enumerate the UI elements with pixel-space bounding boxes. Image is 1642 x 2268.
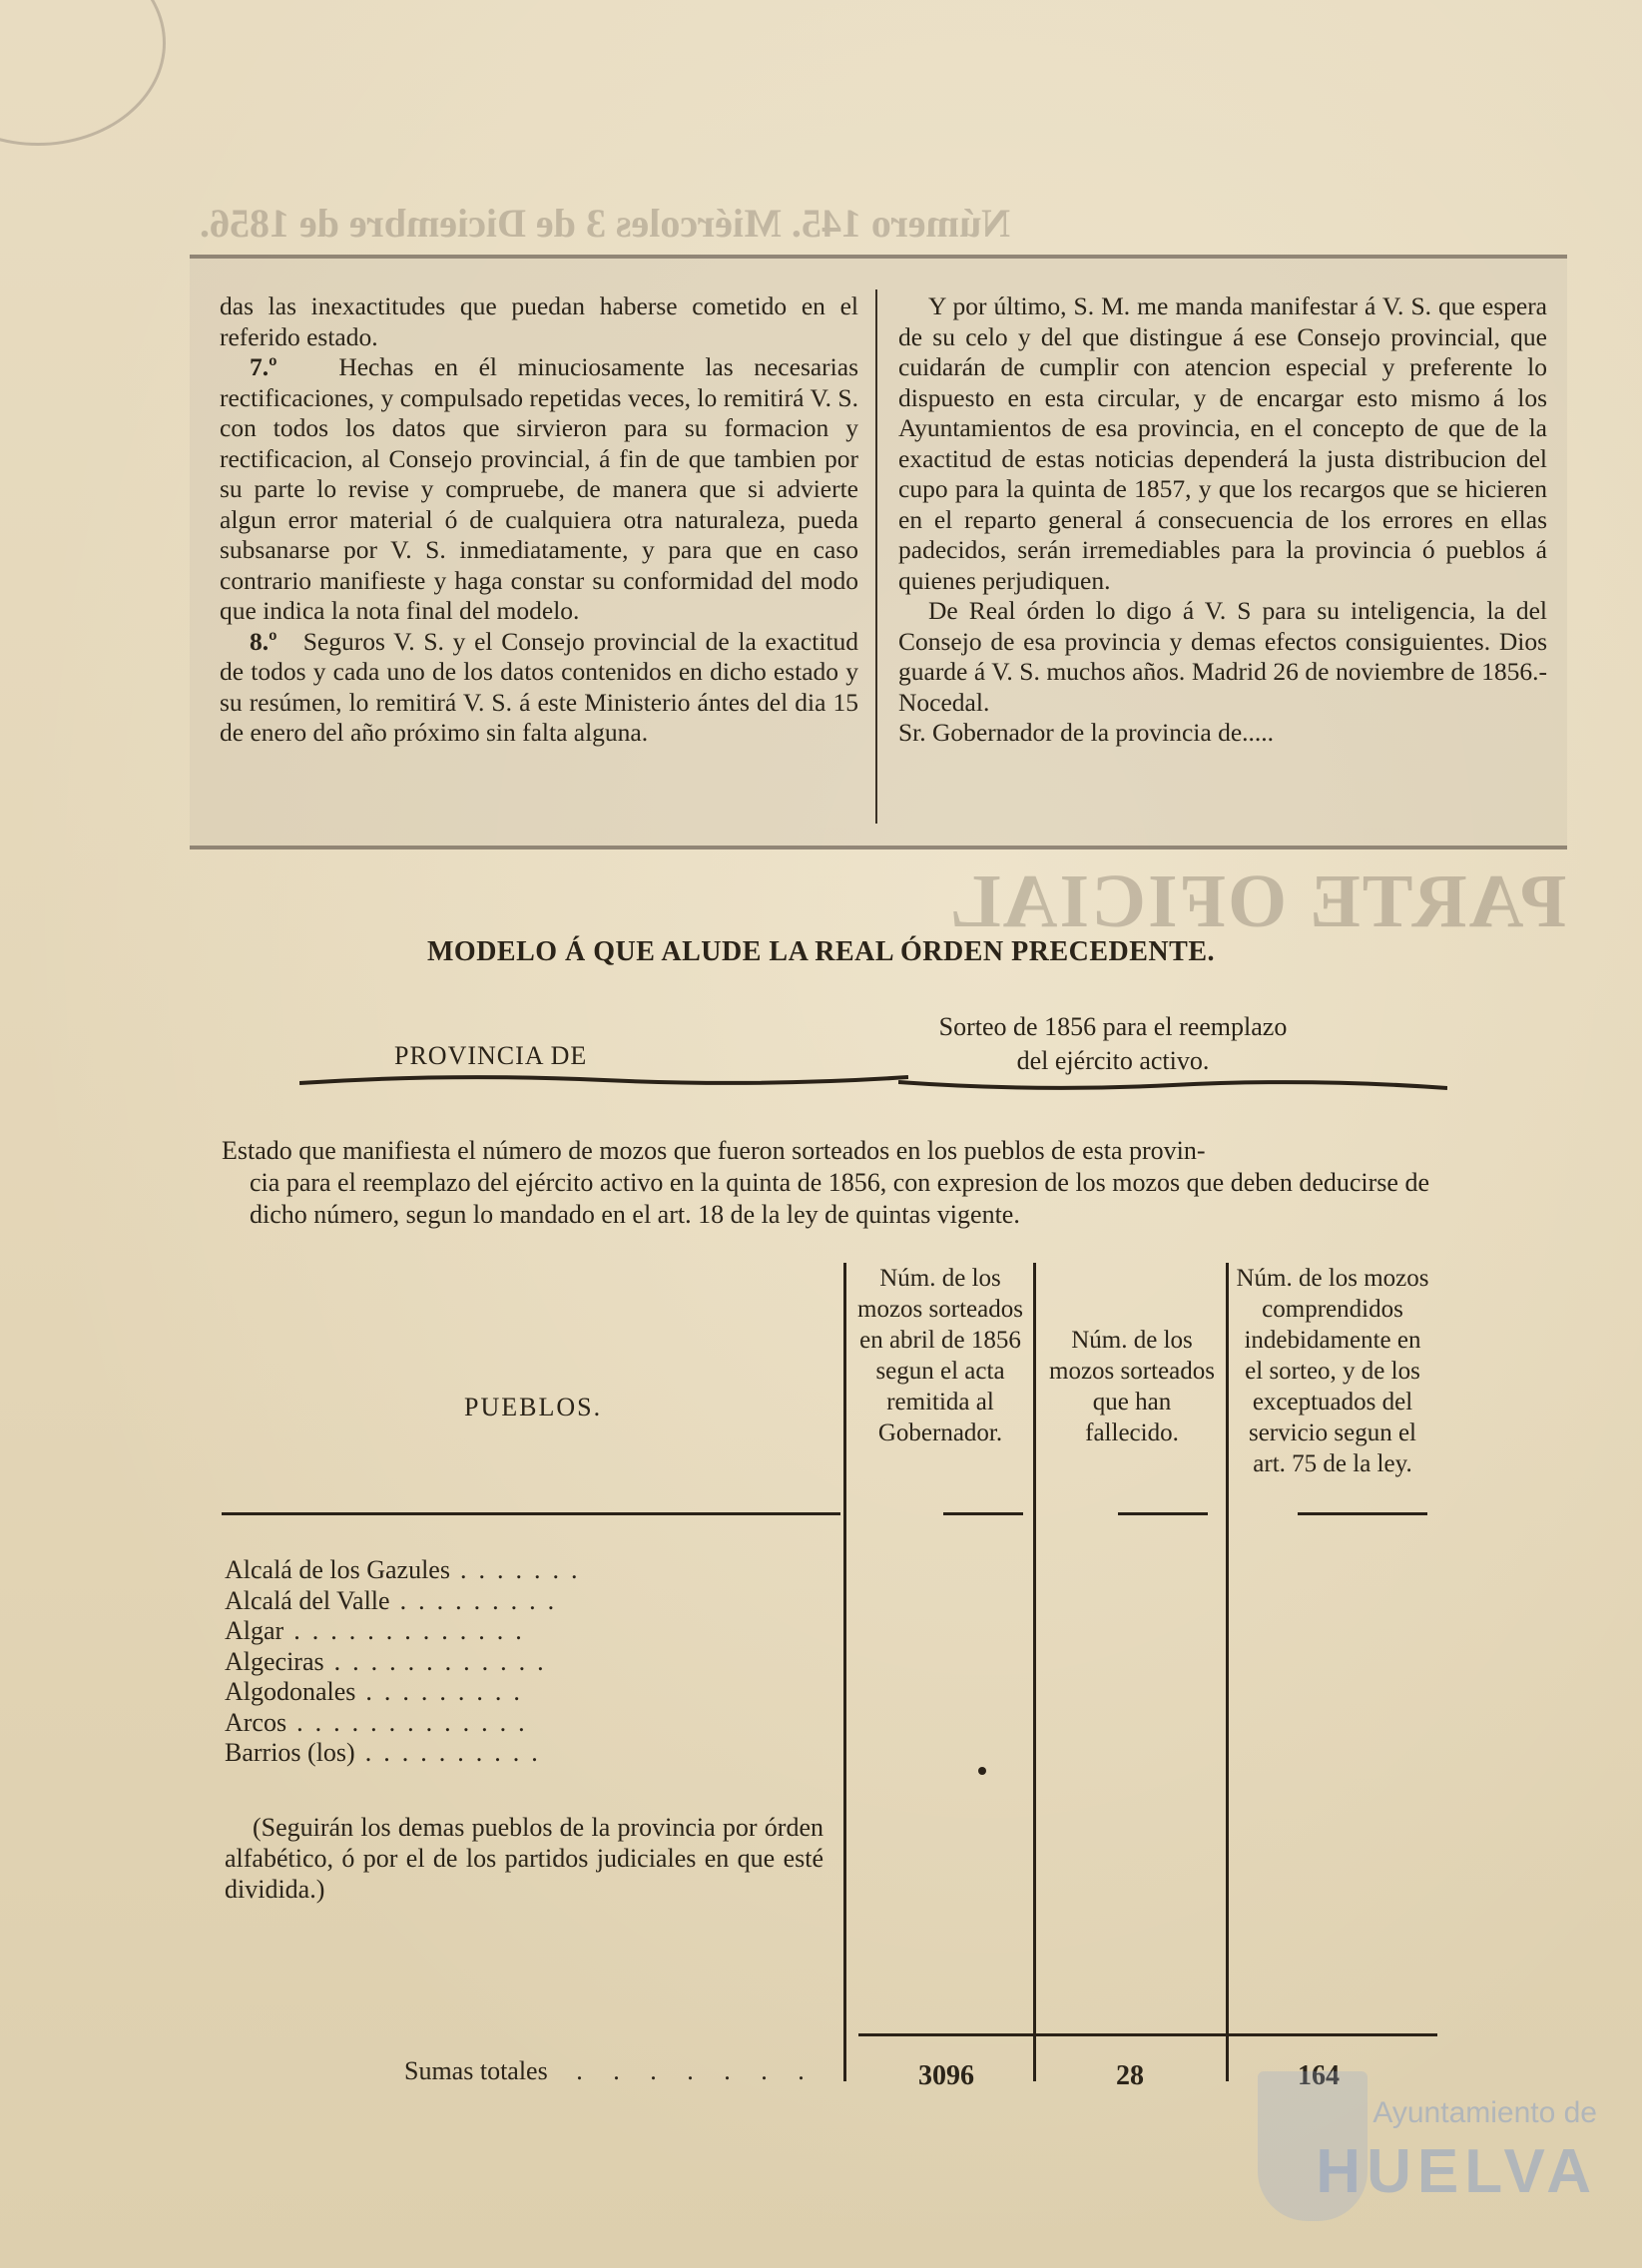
article-8 — [220, 627, 858, 749]
total-fallecidos: 28 — [1116, 2060, 1144, 2091]
continuation-note-text: (Seguirán los demas pueblos de la provincia por órden alfabético, ó por el de los partidos judiciales en que esté dividida.) — [225, 1813, 823, 1904]
modelo-title: MODELO Á QUE ALUDE LA REAL ÓRDEN PRECEDENTE. — [426, 936, 1215, 967]
closing-paragraph — [898, 291, 1547, 596]
provincia-swash-rule — [299, 1073, 908, 1087]
sumas-label: Sumas totales — [404, 2056, 548, 2085]
town-name: Barrios (los) — [225, 1738, 355, 1767]
signature-paragraph — [898, 596, 1547, 718]
town-name: Alcalá de los Gazules — [225, 1555, 450, 1584]
continuation-note — [225, 1812, 823, 1905]
article-7-text: Hechas en él minuciosamente las necesarias rectificaciones, y compulsado repetidas veces, lo remitirá V. S. con todos los datos que sirvieron para su formacion y rectificacion, al Consejo provincial, á fin de que tambien por su parte lo revise y compruebe, de manera que si advierte algun error material ó de cualquiera otra naturaleza, pueda subsanarse por V. S. inmediatamente, y para que en caso contrario manifieste y haga constar su conformidad del modo que indica la nota final del modelo. — [220, 352, 859, 625]
column-rule — [875, 289, 877, 824]
watermark-big-text: HUELVA — [1316, 2137, 1597, 2206]
town-name: Arcos — [225, 1707, 287, 1737]
col3-header: Núm. de los mozos comprendidos indebidamente en el sorteo, y de los exceptuados del servicio segun el art. 75 de la ley. — [1236, 1265, 1429, 1477]
table-header-rule-col3 — [1298, 1512, 1427, 1515]
town-name: Alcalá del Valle — [225, 1585, 390, 1615]
table-rule-v3 — [1226, 1263, 1229, 2081]
list-item: Alcalá de los Gazules ....... — [225, 1555, 590, 1584]
right-column — [898, 291, 1547, 749]
town-name: Algodonales — [225, 1677, 356, 1706]
signature-paragraph-text: De Real órden lo digo á V. S para su inteligencia, la del Consejo de esa provincia y demas efectos consiguientes. Dios guarde á V. S. muchos años. Madrid 26 de noviembre de 1856.-Nocedal. — [898, 596, 1547, 717]
table-header-rule-col1 — [943, 1512, 1023, 1515]
estado-description — [222, 1135, 1429, 1231]
article-8-text: Seguros V. S. y el Consejo provincial de la exactitud de todos y cada uno de los datos contenidos en dicho estado y su resúmen, lo remitirá V. S. á este Ministerio ántes del dia 15 de enero del año próximo sin falta alguna. — [220, 626, 858, 747]
total-sorteados: 3096 — [918, 2060, 974, 2091]
left-column — [220, 291, 858, 749]
pueblos-header: PUEBLOS. — [464, 1393, 603, 1421]
article-7-number: 7.º — [250, 352, 277, 381]
bleed-through-header: Número 145. Miércoles 3 de Diciembre de 1856. — [200, 201, 1011, 246]
addressee: Sr. Gobernador de la provincia de..... — [898, 718, 1275, 747]
closing-paragraph-text: Y por último, S. M. me manda manifestar á V. S. que espera de su celo y del que distingue á ese Consejo provincial, que cuidarán de cumplir con atencion especial y preferente lo dispuesto en esta circular, y de encargar esto mismo á los Ayuntamientos de esa provincia, en el concepto de que de la exactitud de estas noticias dependerá la justa distribucion del cupo para la quinta de 1857, y que los recargos que se hicieren en el reparto general á consecuencia de los errores en ellas padecidos, serán irremediables para la provincia ó pueblos á quienes perjudiquen. — [898, 291, 1547, 595]
col2-header: Núm. de los mozos sorteados que han fallecido. — [1049, 1327, 1215, 1446]
table-total-rule — [858, 2033, 1437, 2036]
towns-list — [225, 1555, 589, 1769]
sorteo-heading — [898, 1010, 1328, 1078]
paragraph-continued: das las inexactitudes que puedan haberse cometido en el referido estado. — [220, 291, 858, 351]
col1-header: Núm. de los mozos sorteados en abril de 1856 segun el acta remitida al Gobernador. — [857, 1265, 1023, 1446]
estado-first-line: Estado que manifiesta el número de mozos que fueron sorteados en los pueblos de esta provin- — [222, 1136, 1206, 1165]
archive-watermark — [1238, 2066, 1617, 2256]
table-rule-v1 — [843, 1263, 846, 2081]
watermark-small-text: Ayuntamiento de — [1372, 2096, 1597, 2129]
total-exceptuados: 164 — [1298, 2060, 1340, 2091]
sorteo-line-2: del ejército activo. — [1016, 1046, 1210, 1075]
table-header-rule-pueblos — [222, 1512, 840, 1515]
town-name: Algar — [225, 1616, 284, 1645]
list-item: Algeciras ............ — [225, 1646, 556, 1676]
table-rule-v2 — [1033, 1263, 1036, 2081]
estado-rest: cia para el reemplazo del ejército activo en la quinta de 1856, con expresion de los mozos que deben deducirse de dicho número, segun lo mandado en el art. 18 de la ley de quintas vigente. — [250, 1168, 1429, 1229]
bleed-through-title: PARTE OFICIAL — [948, 859, 1567, 943]
table-header-rule-col2 — [1118, 1512, 1208, 1515]
sumas-totales: Sumas totales . . . . . . . — [404, 2056, 817, 2085]
article-8-number: 8.º — [250, 626, 277, 656]
sorteo-line-1: Sorteo de 1856 para el reemplazo — [938, 1012, 1288, 1041]
list-item: Arcos ............. — [225, 1707, 537, 1737]
list-item: Alcalá del Valle ......... — [225, 1585, 567, 1615]
provincia-label: PROVINCIA DE — [394, 1041, 588, 1070]
town-name: Algeciras — [225, 1646, 324, 1676]
list-item: Barrios (los) .......... — [225, 1738, 550, 1767]
ink-dot — [978, 1767, 986, 1775]
archive-stamp — [0, 0, 166, 146]
sorteo-swash-rule — [898, 1078, 1447, 1092]
list-item: Algodonales ......... — [225, 1677, 532, 1706]
article-7 — [220, 352, 858, 627]
list-item: Algar ............. — [225, 1616, 534, 1645]
